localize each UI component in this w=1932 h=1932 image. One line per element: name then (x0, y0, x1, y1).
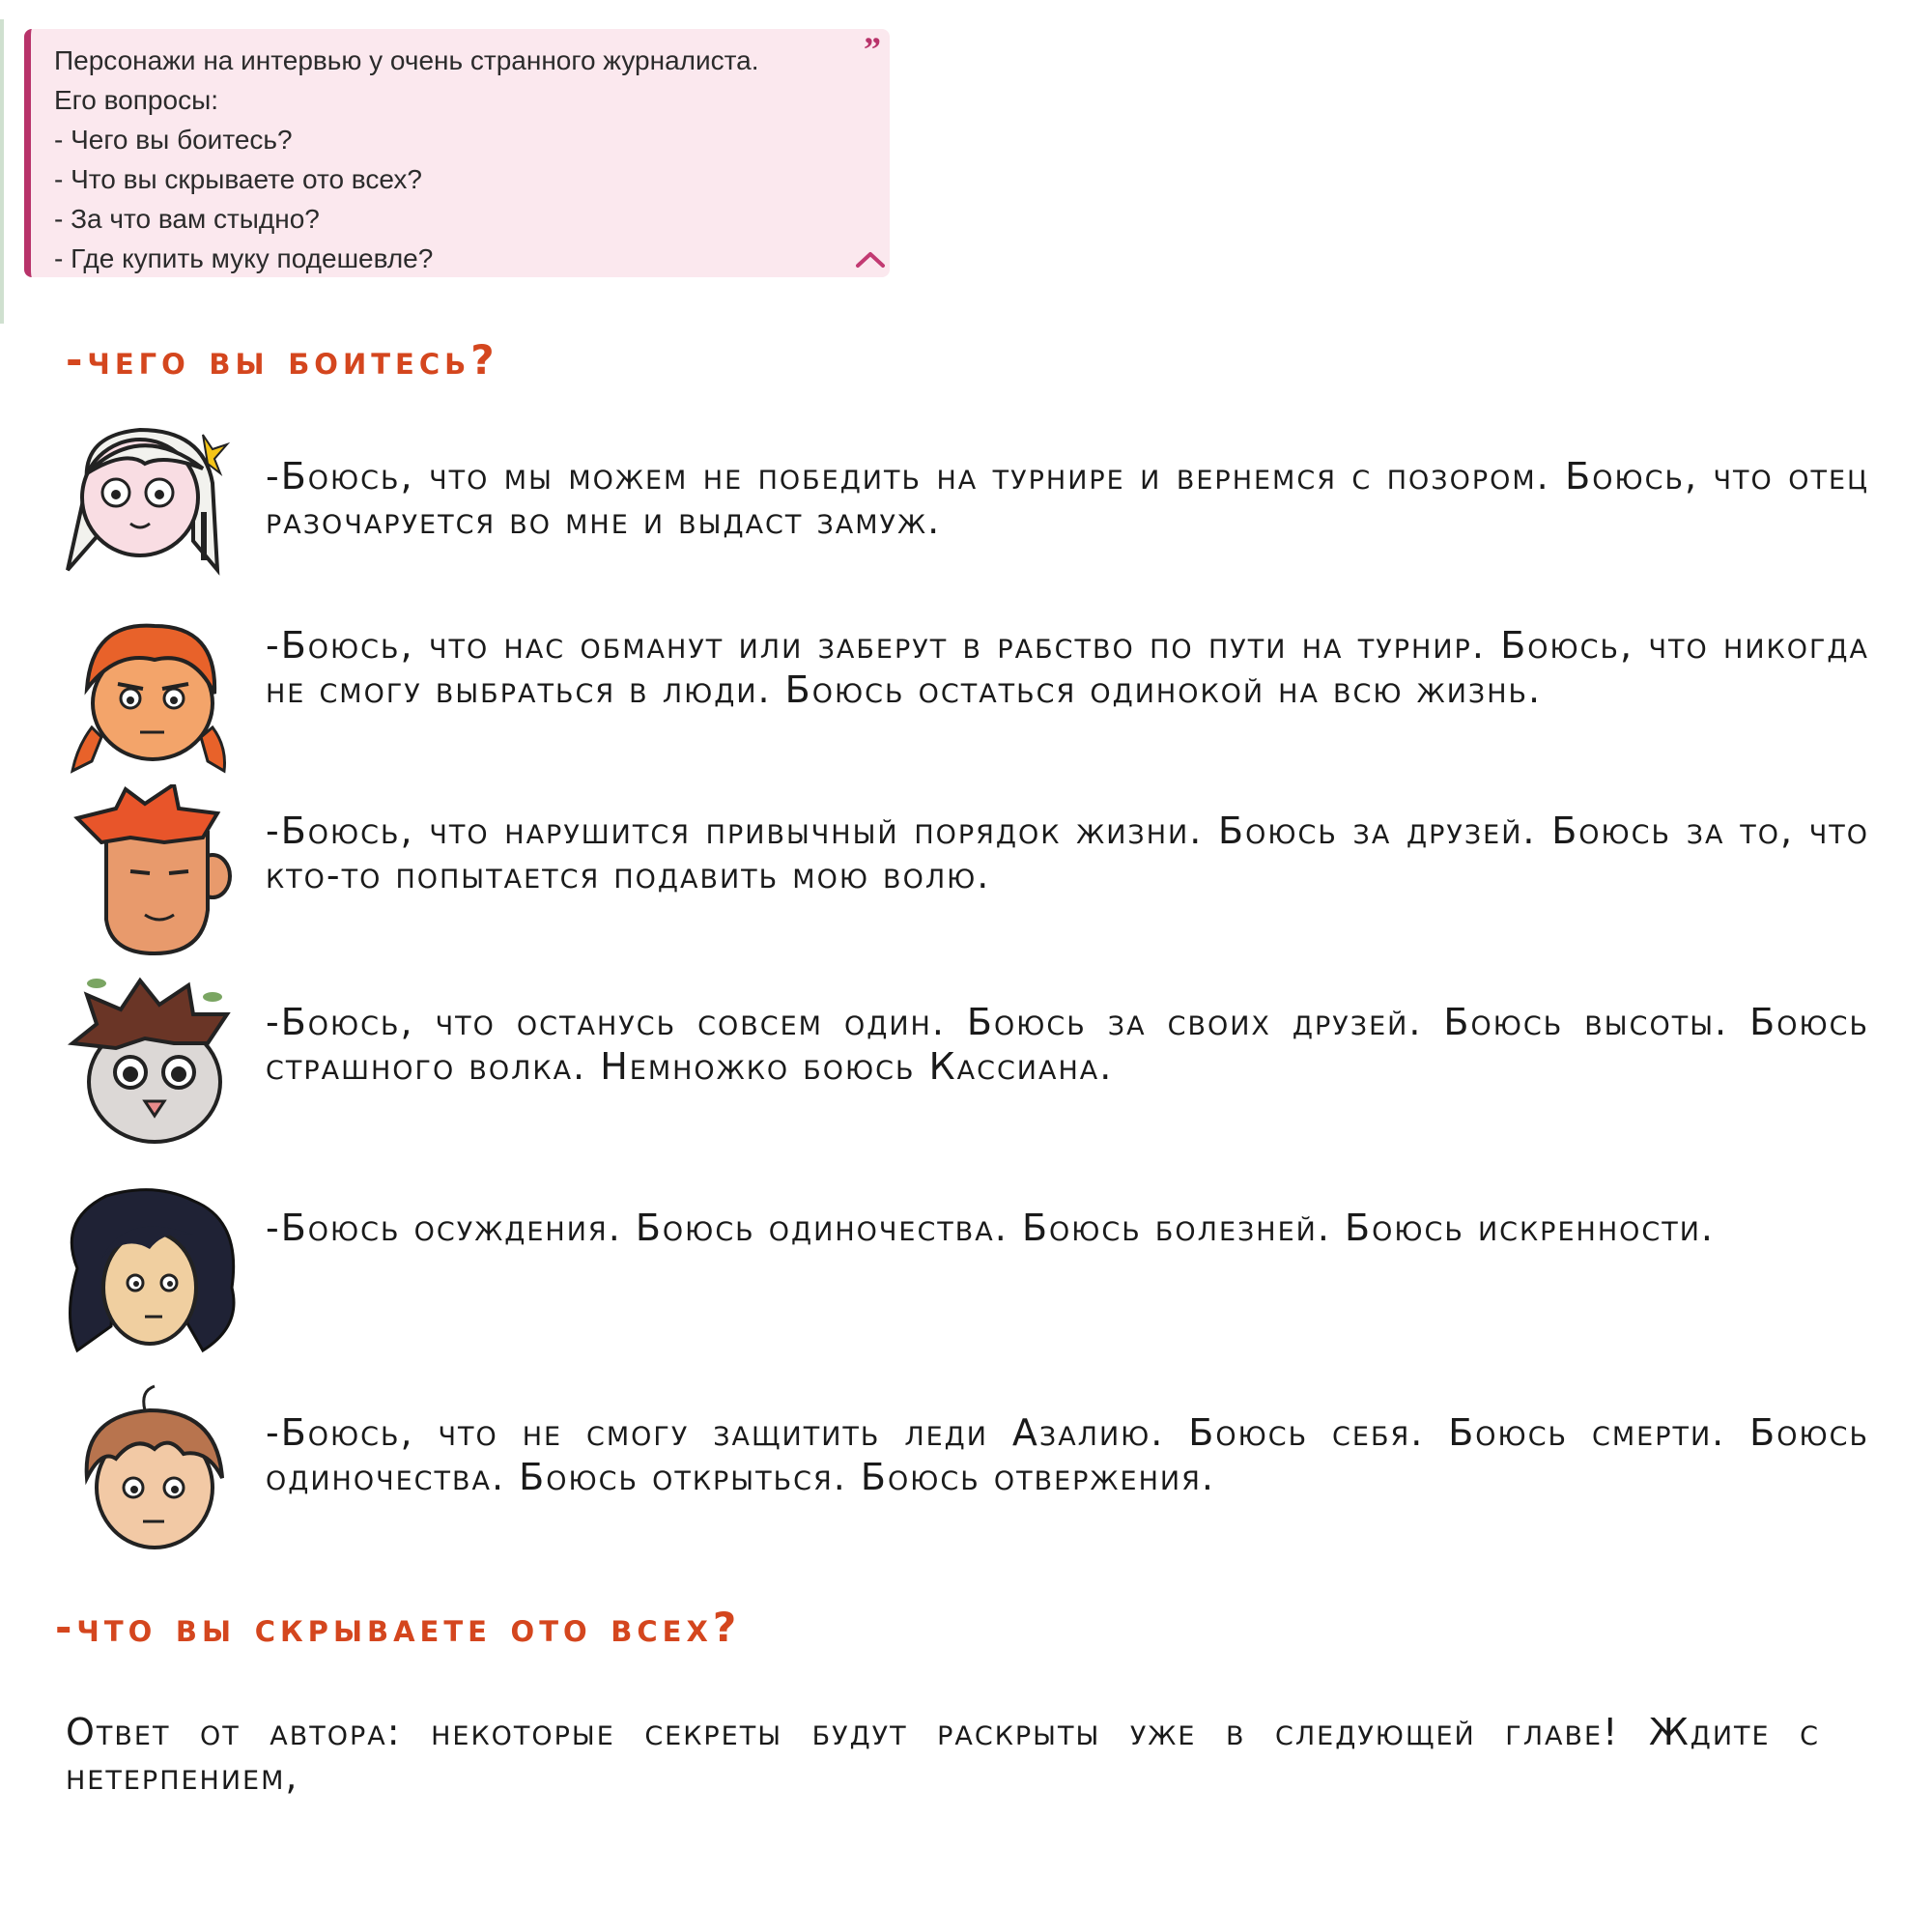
answer-entry-5 (48, 1181, 1845, 1355)
character-avatar-1 (48, 415, 242, 589)
character-avatar-2 (48, 602, 242, 776)
answer-text-3: -Боюсь, что нарушится привычный порядок жизни. Боюсь за друзей. Боюсь за то, что кто-то попытается подавить мою волю. (266, 810, 1869, 896)
answer-text-2: -Боюсь, что нас обманут или заберут в рабство по пути на турнир. Боюсь, что никогда не смогу выбраться в люди. Боюсь остаться одинокой на всю жизнь. (266, 624, 1869, 711)
answer-text-1: -Боюсь, что мы можем не победить на турнире и вернемся с позором. Боюсь, что отец разочаруется во мне и выдаст замуж. (266, 455, 1869, 542)
quote-mark-icon: ” (864, 30, 881, 69)
answer-text-5: -Боюсь осуждения. Боюсь одиночества. Боюсь болезней. Боюсь искренности. (266, 1207, 1715, 1249)
answer-entry-1 (48, 415, 1869, 589)
character-avatar-3 (48, 784, 242, 958)
answer-entry-4 (48, 976, 1869, 1150)
question-heading-fears: -чего вы боитесь? (66, 336, 499, 384)
quote-line-question-3: - За что вам стыдно? (54, 204, 320, 234)
author-note: Ответ от автора: некоторые секреты будут раскрыты уже в следующей главе! Ждите с нетерпением, (66, 1711, 1820, 1798)
answer-text-4: -Боюсь, что останусь совсем один. Боюсь за своих друзей. Боюсь высоты. Боюсь страшного волка. Немножко боюсь Кассиана. (266, 1001, 1869, 1088)
quote-line-question-2: - Что вы скрываете ото всех? (54, 164, 422, 194)
character-avatar-6 (48, 1381, 242, 1555)
answer-text-6: -Боюсь, что не смогу защитить леди Азалию. Боюсь себя. Боюсь смерти. Боюсь одиночества. Боюсь открыться. Боюсь отвержения. (266, 1411, 1869, 1498)
quote-line-intro: Его вопросы: (54, 85, 218, 115)
answer-entry-3 (48, 784, 1869, 958)
chevron-up-icon[interactable] (852, 247, 889, 270)
character-avatar-4 (48, 976, 242, 1150)
question-heading-secrets: -что вы скрываете ото всех? (55, 1604, 742, 1651)
quote-line-question-4: - Где купить муку подешевле? (54, 243, 434, 273)
side-strip (0, 19, 4, 324)
quote-line-title: Персонажи на интервью у очень странного журналиста. (54, 45, 759, 75)
character-avatar-5 (48, 1181, 242, 1355)
quote-card (24, 29, 890, 277)
quote-line-question-1: - Чего вы боитесь? (54, 125, 293, 155)
answer-entry-6 (48, 1381, 1869, 1555)
answer-entry-2 (48, 602, 1869, 776)
